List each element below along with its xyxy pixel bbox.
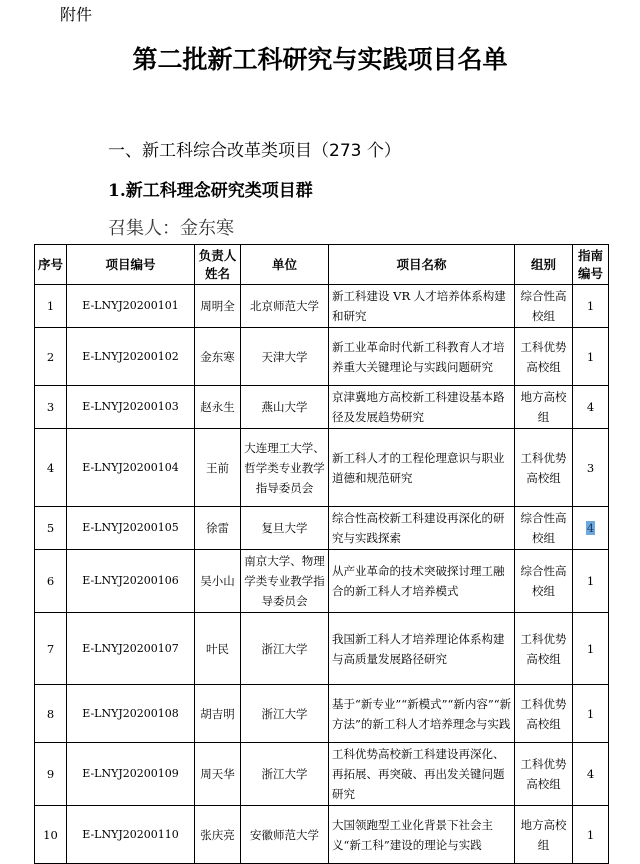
table-row: [35, 429, 609, 507]
cell-project-name: 大国领跑型工业化背景下社会主义“新工科”建设的理论与实践: [329, 806, 515, 864]
cell-project-name: 新工科建设 VR 人才培养体系构建和研究: [329, 285, 515, 328]
document-title: 第二批新工科研究与实践项目名单: [132, 45, 508, 74]
cell-guide: 3: [573, 429, 609, 507]
cell-project-name: 工科优势高校新工科建设再深化、再拓展、再突破、再出发关键问题研究: [329, 743, 515, 806]
cell-code: E-LNYJ20200104: [67, 429, 195, 507]
table-header-row: [35, 245, 609, 285]
col-header-no: 序号: [35, 245, 67, 285]
cell-no: 4: [35, 429, 67, 507]
cell-code: E-LNYJ20200105: [67, 507, 195, 550]
cell-guide: 4: [573, 386, 609, 429]
cell-unit: 安徽师范大学: [241, 806, 329, 864]
section-heading: 一、新工科综合改革类项目（273 个）: [108, 141, 401, 161]
cell-no: 6: [35, 550, 67, 613]
attachment-label: 附件: [60, 5, 93, 24]
cell-project-name: 京津冀地方高校新工科建设基本路径及发展趋势研究: [329, 386, 515, 429]
cell-no: 1: [35, 285, 67, 328]
cell-leader: 周明全: [195, 285, 241, 328]
cell-group: 地方高校组: [515, 386, 573, 429]
cell-project-name: 我国新工科人才培养理论体系构建与高质量发展路径研究: [329, 613, 515, 685]
cell-no: 10: [35, 806, 67, 864]
table-row: [35, 328, 609, 386]
project-table-container: [34, 244, 608, 864]
cell-unit: 浙江大学: [241, 685, 329, 743]
cell-guide: 1: [573, 550, 609, 613]
cell-code: E-LNYJ20200110: [67, 806, 195, 864]
cell-code: E-LNYJ20200106: [67, 550, 195, 613]
cell-unit: 复旦大学: [241, 507, 329, 550]
col-header-group: 组别: [515, 245, 573, 285]
cell-no: 8: [35, 685, 67, 743]
cell-leader: 叶民: [195, 613, 241, 685]
col-header-leader: 负责人姓名: [195, 245, 241, 285]
cell-no: 9: [35, 743, 67, 806]
table-row: [35, 285, 609, 328]
cell-guide: 1: [573, 328, 609, 386]
cell-no: 5: [35, 507, 67, 550]
cell-no: 2: [35, 328, 67, 386]
cell-guide: 1: [573, 285, 609, 328]
cell-guide: 1: [573, 685, 609, 743]
cell-unit: 燕山大学: [241, 386, 329, 429]
cell-group: 工科优势高校组: [515, 328, 573, 386]
cell-no: 7: [35, 613, 67, 685]
cell-leader: 徐雷: [195, 507, 241, 550]
cell-group: 地方高校组: [515, 806, 573, 864]
cell-project-name: 综合性高校新工科建设再深化的研究与实践探索: [329, 507, 515, 550]
cell-group: 综合性高校组: [515, 507, 573, 550]
cell-guide: 1: [573, 613, 609, 685]
table-row: [35, 743, 609, 806]
cell-guide: 1: [573, 806, 609, 864]
col-header-unit: 单位: [241, 245, 329, 285]
cell-leader: 王前: [195, 429, 241, 507]
cell-leader: 张庆亮: [195, 806, 241, 864]
table-row: [35, 386, 609, 429]
col-header-guide: 指南编号: [573, 245, 609, 285]
cell-leader: 赵永生: [195, 386, 241, 429]
cell-group: 工科优势高校组: [515, 429, 573, 507]
cell-project-name: 新工科人才的工程伦理意识与职业道德和规范研究: [329, 429, 515, 507]
cell-code: E-LNYJ20200101: [67, 285, 195, 328]
cell-project-name: 新工业革命时代新工科教育人才培养重大关键理论与实践问题研究: [329, 328, 515, 386]
highlighted-guide: 4: [586, 521, 595, 535]
cell-code: E-LNYJ20200103: [67, 386, 195, 429]
project-table: [34, 244, 609, 864]
subsection-heading: 1.新工科理念研究类项目群: [108, 181, 313, 201]
cell-unit: 浙江大学: [241, 743, 329, 806]
cell-group: 工科优势高校组: [515, 613, 573, 685]
cell-no: 3: [35, 386, 67, 429]
cell-code: E-LNYJ20200109: [67, 743, 195, 806]
cell-group: 综合性高校组: [515, 550, 573, 613]
table-row: [35, 507, 609, 550]
cell-leader: 金东寒: [195, 328, 241, 386]
cell-code: E-LNYJ20200108: [67, 685, 195, 743]
cell-unit: 天津大学: [241, 328, 329, 386]
cell-project-name: 基于“新专业”“新模式”“新内容”“新方法”的新工科人才培养理念与实践: [329, 685, 515, 743]
cell-project-name: 从产业革命的技术突破探讨理工融合的新工科人才培养模式: [329, 550, 515, 613]
table-row: [35, 685, 609, 743]
col-header-name: 项目名称: [329, 245, 515, 285]
cell-group: 工科优势高校组: [515, 685, 573, 743]
table-row: [35, 806, 609, 864]
table-row: [35, 613, 609, 685]
cell-group: 综合性高校组: [515, 285, 573, 328]
cell-leader: 周天华: [195, 743, 241, 806]
cell-unit: 浙江大学: [241, 613, 329, 685]
cell-leader: 胡吉明: [195, 685, 241, 743]
col-header-code: 项目编号: [67, 245, 195, 285]
cell-code: E-LNYJ20200107: [67, 613, 195, 685]
cell-unit: 北京师范大学: [241, 285, 329, 328]
cell-leader: 吴小山: [195, 550, 241, 613]
table-row: [35, 550, 609, 613]
cell-code: E-LNYJ20200102: [67, 328, 195, 386]
cell-guide: 4: [573, 743, 609, 806]
cell-guide: [573, 507, 609, 550]
cell-unit: 南京大学、物理学类专业教学指导委员会: [241, 550, 329, 613]
convener-label: 召集人：金东寒: [108, 218, 234, 239]
cell-group: 工科优势高校组: [515, 743, 573, 806]
cell-unit: 大连理工大学、哲学类专业教学指导委员会: [241, 429, 329, 507]
